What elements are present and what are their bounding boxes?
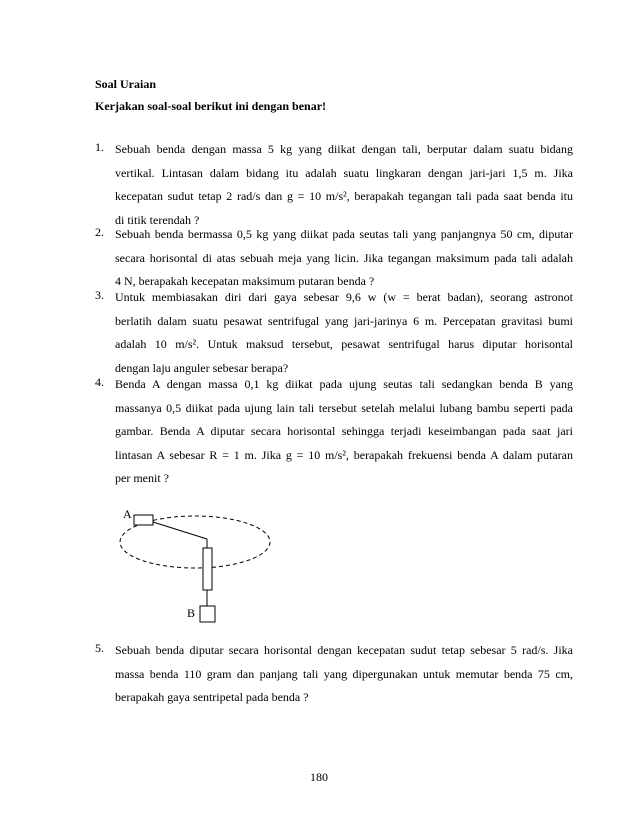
question-line: per menit ? (115, 471, 169, 485)
question-line: Untuk membiasakan diri dari gaya sebesar 9,6 w (w = berat badan), seorang astronot (115, 290, 573, 304)
string-line (153, 522, 207, 539)
question-line: massa benda 110 gram dan panjang tali yang dipergunakan untuk memutar benda 75 cm, (115, 666, 573, 681)
question-line: massanya 0,5 diikat pada ujung lain tali tersebut setelah melalui lubang bambu seperti pada (115, 400, 573, 415)
question-number: 2. (95, 225, 104, 239)
question-3 (95, 288, 573, 382)
question-4 (95, 375, 573, 493)
page-number: 180 (310, 770, 328, 784)
question-line: di titik terendah ? (115, 212, 200, 227)
question-1 (95, 140, 573, 234)
question-line: berapakah gaya sentripetal pada benda ? (115, 690, 309, 704)
question-line: Sebuah benda diputar secara horisontal dengan kecepatan sudut tetap sebesar 5 rad/s. Jika (115, 643, 573, 657)
question-line: vertikal. Lintasan dalam bidang itu adalah suatu lingkaran dengan jari-jari 1,5 m. Jika (115, 165, 573, 180)
question-number: 3. (95, 288, 104, 302)
question-line: gambar. Benda A diputar secara horisontal sehingga terjadi keseimbangan pada saat jari (115, 424, 573, 438)
question-line: kecepatan sudut tetap 2 rad/s dan g = 10 m/s², berapakah tegangan tali pada saat benda itu (115, 189, 573, 203)
question-line: Sebuah benda dengan massa 5 kg yang diikat dengan tali, berputar dalam suatu bidang (115, 142, 573, 156)
question-line: lintasan A sebesar R = 1 m. Jika g = 10 m/s², berapakah frekuensi benda A dalam putaran (115, 447, 573, 462)
question-line: adalah 10 m/s². Untuk maksud tersebut, pesawat sentrifugal harus diputar horisontal (115, 337, 573, 351)
label-b: B (187, 606, 196, 620)
instruction-text: Kerjakan soal-soal berikut ini dengan benar! (95, 99, 327, 113)
question-line: Benda A dengan massa 0,1 kg diikat pada ujung seutas tali sedangkan benda B yang (115, 377, 573, 391)
question-number: 4. (95, 375, 104, 389)
pulley-figure (110, 500, 300, 630)
question-number: 5. (95, 641, 104, 655)
question-line: dengan laju anguler sebesar berapa? (115, 360, 289, 375)
label-a: A (123, 507, 132, 521)
question-line: Sebuah benda bermassa 0,5 kg yang diikat pada seutas tali yang panjangnya 50 cm, diputar (115, 227, 573, 241)
question-line: secara horisontal di atas sebuah meja yang licin. Jika tegangan maksimum pada tali adalah (115, 250, 573, 265)
question-5 (95, 641, 573, 712)
question-number: 1. (95, 140, 104, 154)
question-line: 4 N, berapakah kecepatan maksimum putaran benda ? (115, 274, 375, 288)
question-2 (95, 225, 573, 296)
question-line: berlatih dalam suatu pesawat sentrifugal yang jari-jarinya 6 m. Percepatan gravitasi bumi (115, 313, 573, 328)
bamboo-tube (203, 548, 212, 590)
mass-b-box (200, 606, 215, 622)
section-heading: Soal Uraian (95, 77, 157, 91)
mass-a-box (134, 515, 153, 525)
